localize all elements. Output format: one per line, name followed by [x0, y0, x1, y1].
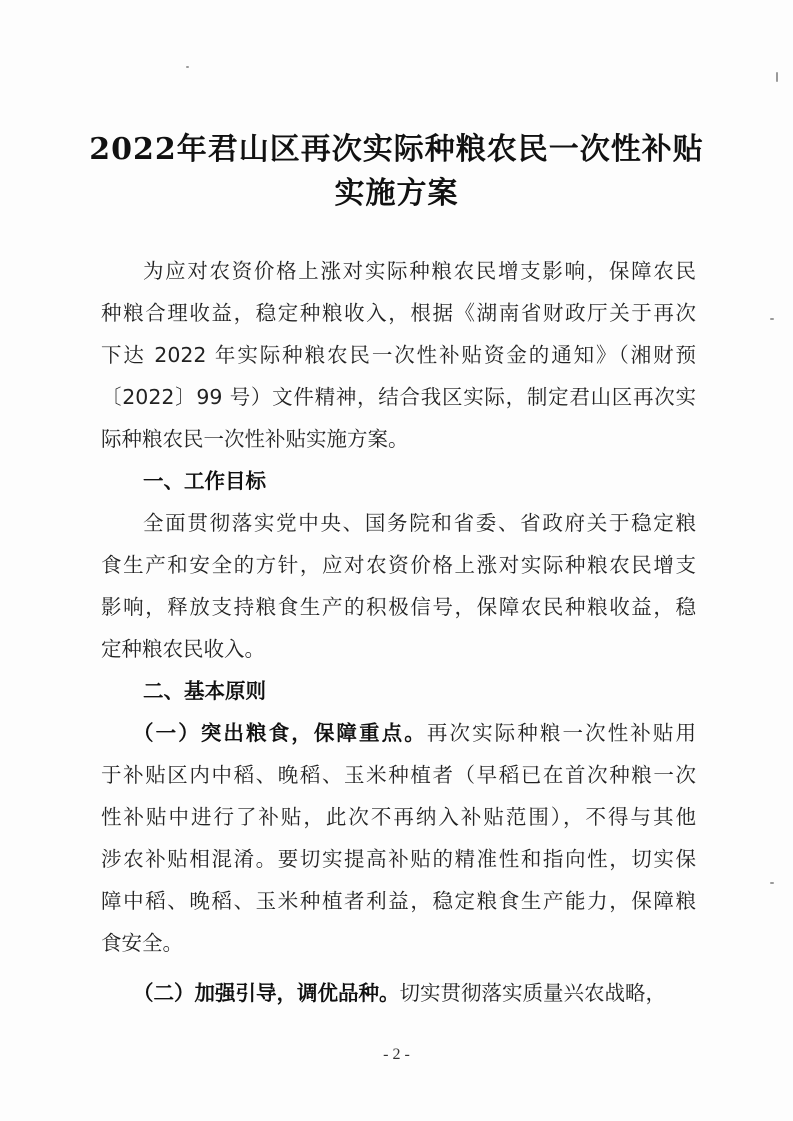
scan-speck: [770, 318, 774, 320]
section-heading: 二、基本原则: [143, 679, 266, 703]
section-1-line: 食生产和安全的方针，应对农资价格上涨对实际种粮农民增支: [101, 553, 696, 577]
section-1-line: 定种粮农民收入。: [101, 637, 265, 661]
section-2: [101, 670, 696, 1014]
intro-line: 〔2022〕99 号）文件精神，结合我区实际，制定君山区再次实: [101, 385, 696, 409]
principle-2-lead: （二）加强引导，调优品种。: [133, 981, 400, 1005]
principle-1-line: 性补贴中进行了补贴，此次不再纳入补贴范围），不得与其他: [101, 805, 696, 829]
principle-1-line: 障中稻、晚稻、玉米种植者利益，稳定粮食生产能力，保障粮: [101, 889, 696, 913]
scan-speck: [770, 882, 774, 884]
principle-2-first-line: [101, 972, 696, 1014]
intro-line: 际种粮农民一次性补贴实施方案。: [101, 427, 409, 451]
section-1-line: 影响，释放支持粮食生产的积极信号，保障农民种粮收益，稳: [101, 595, 696, 619]
principle-1-first-line: [101, 712, 696, 754]
intro-line: 为应对农资价格上涨对实际种粮农民增支影响，保障农民: [143, 259, 696, 283]
principle-1-line: 食安全。: [101, 931, 183, 955]
document-title-line-1: 2022年君山区再次实际种粮农民一次性补贴: [89, 132, 704, 167]
principle-2-line: 切实贯彻落实质量兴农战略，: [399, 981, 666, 1005]
intro-line: 种粮合理收益，稳定种粮收入，根据《湖南省财政厅关于再次: [101, 301, 696, 325]
document-title-line-2: 实施方案: [334, 176, 459, 211]
intro-paragraph: [101, 250, 696, 460]
principle-1-line: 涉农补贴相混淆。要切实提高补贴的精准性和指向性，切实保: [101, 847, 696, 871]
scan-speck: [186, 66, 189, 68]
scan-speck: [776, 72, 778, 82]
section-1-line: 全面贯彻落实党中央、国务院和省委、省政府关于稳定粮: [143, 511, 696, 535]
section-heading: 一、工作目标: [143, 469, 266, 493]
intro-line: 下达 2022 年实际种粮农民一次性补贴资金的通知》（湘财预: [101, 343, 696, 367]
principle-1-line: 再次实际种粮一次性补贴用: [426, 721, 697, 745]
section-1: [101, 460, 696, 670]
principle-1-lead: （一）突出粮食，保障重点。: [133, 721, 427, 745]
page-number: - 2 -: [383, 1046, 410, 1063]
principle-1-line: 于补贴区内中稻、晚稻、玉米种植者（早稻已在首次种粮一次: [101, 763, 696, 787]
